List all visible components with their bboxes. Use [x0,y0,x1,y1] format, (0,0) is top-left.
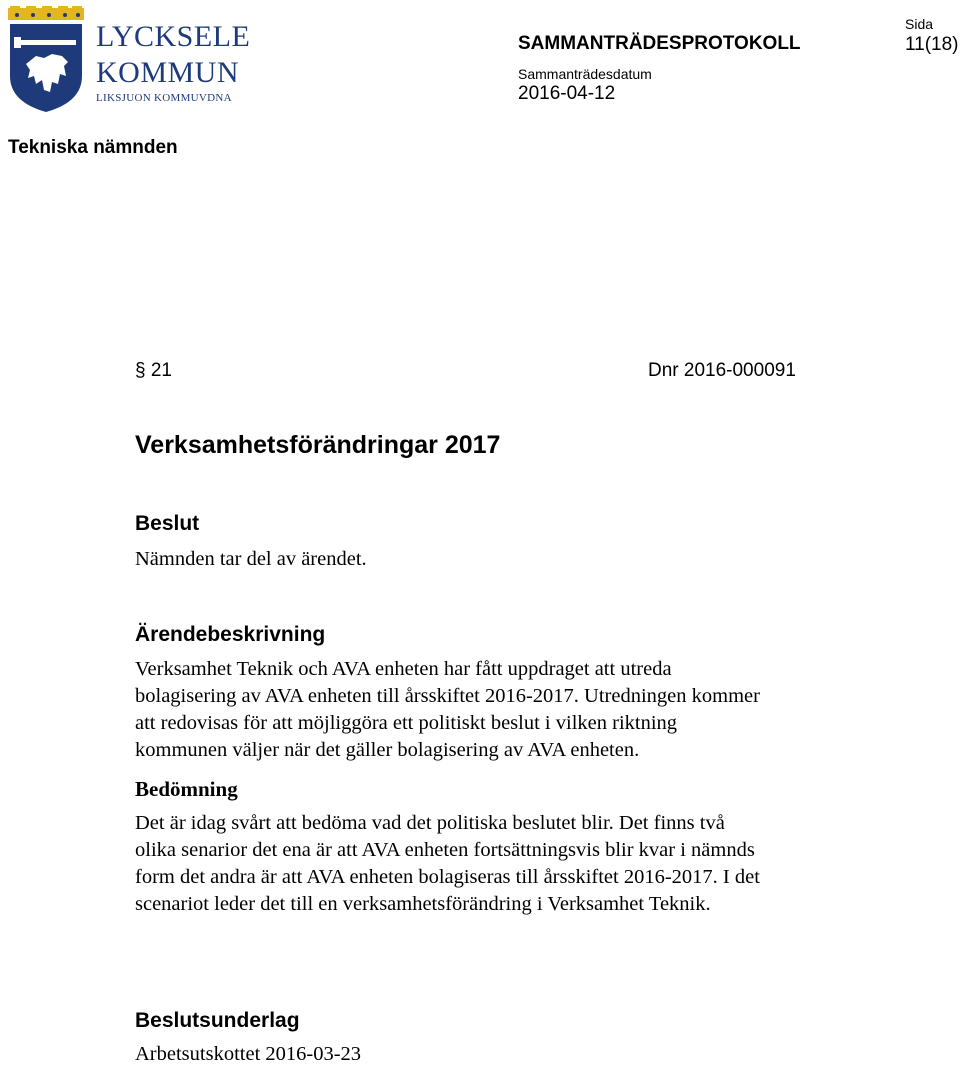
basis-heading: Beslutsunderlag [135,1009,300,1032]
committee-name: Tekniska nämnden [8,137,178,158]
assessment-line: scenariot leder det till en verksamhetsförändring i Verksamhet Teknik. [135,893,711,915]
description-line: kommunen väljer när det gäller bolagisering av AVA enheten. [135,739,640,761]
assessment-line: Det är idag svårt att bedöma vad det politiska beslutet blir. Det finns två [135,812,725,834]
assessment-line: olika senarior det ena är att AVA enheten fortsättningsvis blir kvar i nämnds [135,839,755,861]
description-body [135,656,760,764]
basis-text: Arbetsutskottet 2016-03-23 [135,1043,362,1065]
item-title: Verksamhetsförändringar 2017 [135,431,501,459]
description-line: Verksamhet Teknik och AVA enheten har fått uppdraget att utreda [135,658,672,680]
logo-wordmark [96,22,250,104]
logo-line-lycksele: LYCKSELE [96,20,251,53]
logo-line-sami: LIKSJUON KOMMUVDNA [96,92,232,104]
description-line: att redovisas för att möjliggöra ett politiskt beslut i vilken riktning [135,712,678,734]
page-number: 11(18) [905,34,959,55]
protocol-title: SAMMANTRÄDESPROTOKOLL [518,33,801,54]
assessment-line: form det andra är att AVA enheten bolagiseras till årsskiftet 2016-2017. I det [135,866,760,888]
meeting-date-label: Sammanträdesdatum [518,66,652,82]
assessment-body [135,810,760,918]
decision-text: Nämnden tar del av ärendet. [135,548,367,570]
description-line: bolagisering av AVA enheten till årsskiftet 2016-2017. Utredningen kommer [135,685,760,707]
case-number: Dnr 2016-000091 [648,360,796,381]
meeting-date: 2016-04-12 [518,83,616,104]
description-heading: Ärendebeskrivning [135,623,326,646]
assessment-heading: Bedömning [135,777,238,801]
page-label: Sida [905,16,934,32]
logo-line-kommun: KOMMUN [96,56,240,89]
paragraph-number: § 21 [135,360,172,381]
coat-of-arms-icon [6,6,86,114]
decision-heading: Beslut [135,512,200,535]
